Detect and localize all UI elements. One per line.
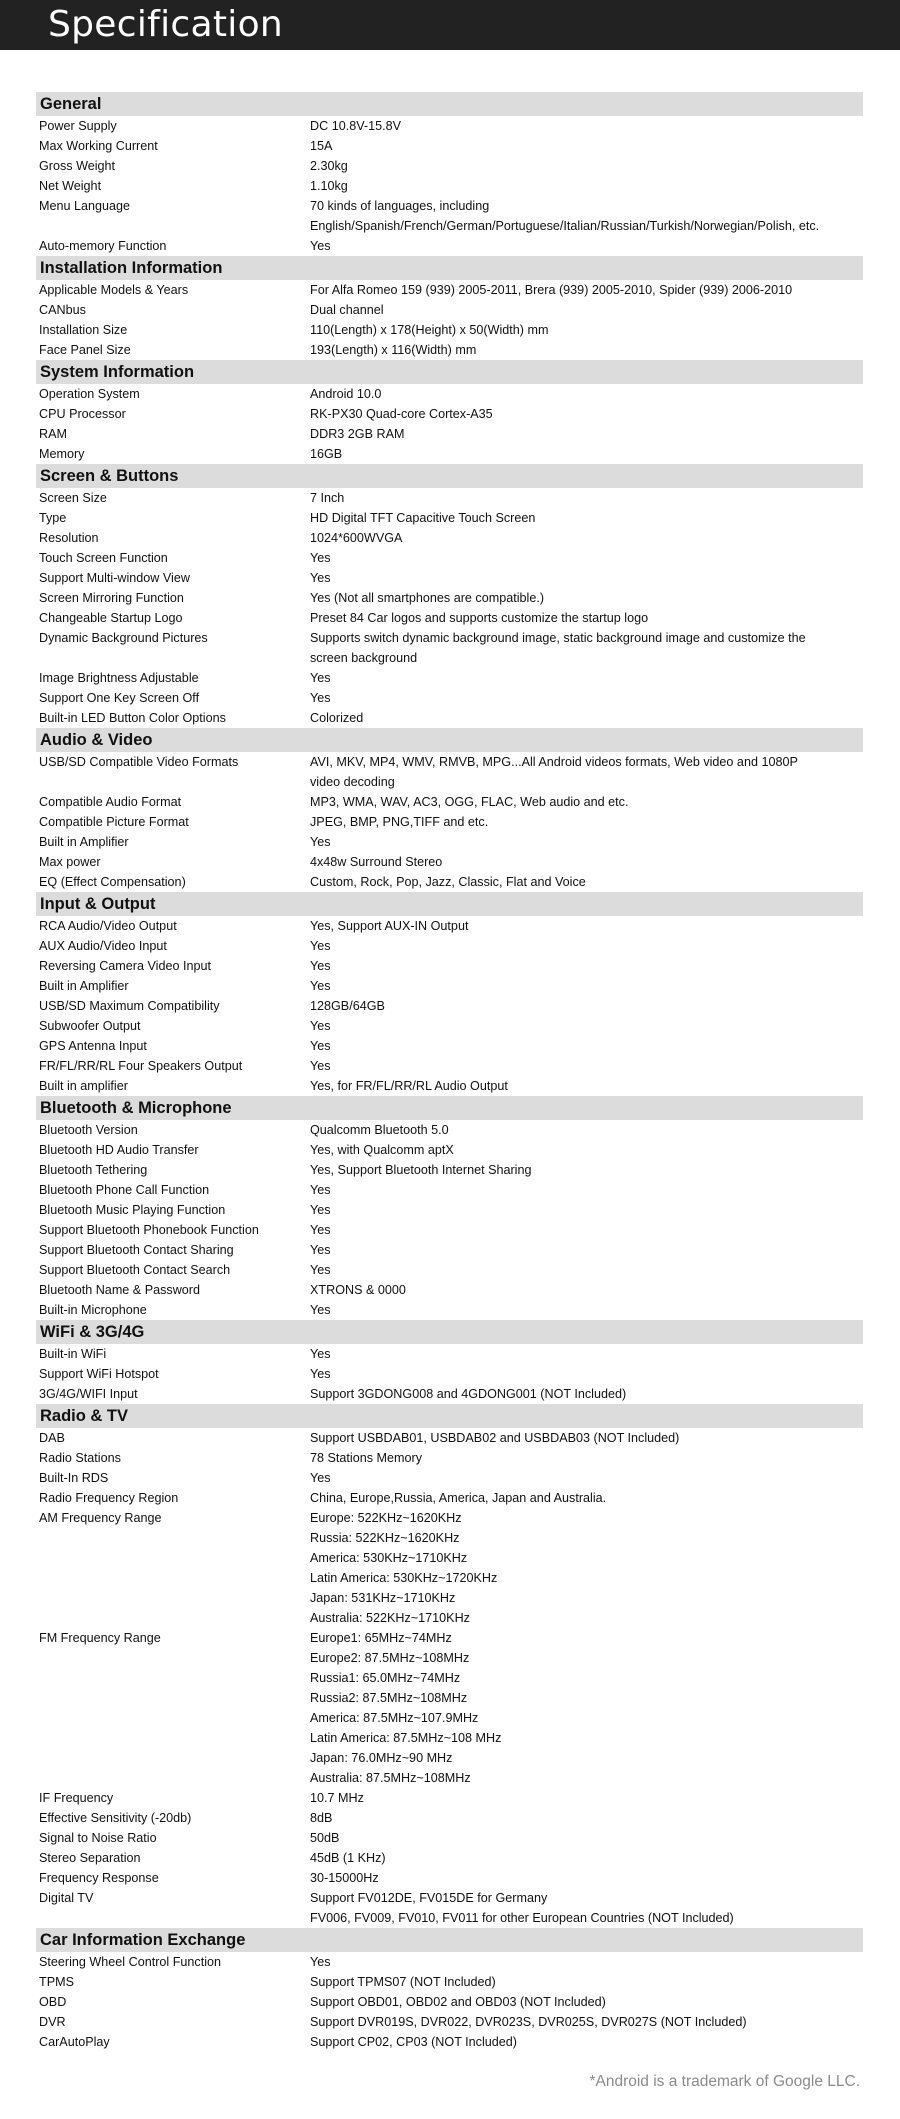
spec-row [36,1300,863,1320]
spec-row [36,116,863,136]
spec-section [36,360,863,464]
spec-row [36,2032,863,2052]
spec-value: For Alfa Romeo 159 (939) 2005-2011, Brera (939) 2005-2010, Spider (939) 2006-2010 [310,283,793,297]
spec-value: Yes [310,1347,331,1361]
spec-value: Yes [310,1243,331,1257]
spec-label: DVR [39,2015,66,2029]
spec-row [36,1428,863,1448]
spec-row [36,1260,863,1280]
spec-label: IF Frequency [39,1791,114,1805]
spec-label: Bluetooth Phone Call Function [39,1183,210,1197]
spec-row [36,916,863,936]
spec-row [36,1468,863,1488]
spec-label: Dynamic Background Pictures [39,631,208,645]
spec-label: Compatible Picture Format [39,815,189,829]
spec-label: CPU Processor [39,407,126,421]
spec-value: Qualcomm Bluetooth 5.0 [310,1123,449,1137]
spec-value: XTRONS & 0000 [310,1283,406,1297]
spec-label: CANbus [39,303,86,317]
spec-label: Built in Amplifier [39,979,129,993]
spec-row [36,1448,863,1468]
spec-row [36,1828,863,1848]
spec-label: RCA Audio/Video Output [39,919,177,933]
spec-label: Power Supply [39,119,117,133]
spec-value: 50dB [310,1831,340,1845]
spec-label: Screen Mirroring Function [39,591,184,605]
trademark-note: *Android is a trademark of Google LLC. [589,2073,860,2090]
spec-row [36,320,863,340]
spec-row [36,340,863,360]
section-title: Bluetooth & Microphone [36,1096,863,1120]
header-bar [0,0,900,50]
spec-value: 10.7 MHz [310,1791,364,1805]
spec-value: Support 3GDONG008 and 4GDONG001 (NOT Included) [310,1387,627,1401]
spec-row [36,1344,863,1364]
spec-row [36,1384,863,1404]
spec-label: Built-in WiFi [39,1347,107,1361]
section-title: Car Information Exchange [36,1928,863,1952]
spec-row [36,1056,863,1076]
spec-row [36,936,863,956]
spec-section [36,1928,863,2052]
spec-label: OBD [39,1995,67,2009]
spec-row [36,852,863,872]
spec-section [36,1320,863,1404]
spec-value: Yes [310,1303,331,1317]
spec-row [36,1788,863,1808]
spec-label: Signal to Noise Ratio [39,1831,157,1845]
spec-row [36,1628,863,1788]
spec-value: 8dB [310,1811,333,1825]
spec-value: 70 kinds of languages, including English/Spanish/French/German/Portuguese/Italian/Russian/Turkish/Norwegian/Polish, etc. [310,199,820,233]
specification-table [36,92,863,2052]
spec-value: Yes [310,1019,331,1033]
spec-value: Colorized [310,711,364,725]
spec-value: 7 Inch [310,491,345,505]
spec-row [36,752,863,792]
spec-value: Europe: 522KHz~1620KHz Russia: 522KHz~1620KHz America: 530KHz~1710KHz Latin America: 530KHz~1720KHz Japan: 531KHz~1710KHz Australia: 522KHz~1710KHz [310,1511,498,1625]
spec-label: Max power [39,855,101,869]
spec-value: 110(Length) x 178(Height) x 50(Width) mm [310,323,549,337]
spec-value: Dual channel [310,303,384,317]
section-title: Installation Information [36,256,863,280]
spec-label: Bluetooth Version [39,1123,138,1137]
spec-value: Yes [310,1955,331,1969]
spec-row [36,568,863,588]
spec-row [36,384,863,404]
section-title: WiFi & 3G/4G [36,1320,863,1344]
spec-label: Touch Screen Function [39,551,168,565]
spec-row [36,548,863,568]
spec-row [36,156,863,176]
spec-label: Reversing Camera Video Input [39,959,211,973]
spec-value: Yes [310,1039,331,1053]
spec-value: 1024*600WVGA [310,531,403,545]
spec-label: Built in Amplifier [39,835,129,849]
spec-label: Stereo Separation [39,1851,141,1865]
spec-label: Support Bluetooth Phonebook Function [39,1223,259,1237]
spec-value: Yes [310,1367,331,1381]
spec-value: 16GB [310,447,343,461]
spec-value: Support CP02, CP03 (NOT Included) [310,2035,517,2049]
spec-row [36,1868,863,1888]
spec-label: Changeable Startup Logo [39,611,183,625]
spec-label: Max Working Current [39,139,158,153]
section-title: Screen & Buttons [36,464,863,488]
section-title: Radio & TV [36,1404,863,1428]
spec-value: Europe1: 65MHz~74MHz Europe2: 87.5MHz~108MHz Russia1: 65.0MHz~74MHz Russia2: 87.5MHz~108MHz America: 87.5MHz~107.9MHz Latin America: 87.5MHz~108 MHz Japan: 76.0MHz~90 MHz Australia: 87.5MHz~108MHz [310,1631,502,1785]
spec-label: Built-In RDS [39,1471,109,1485]
spec-value: Support FV012DE, FV015DE for Germany FV006, FV009, FV010, FV011 for other European Countries (NOT Included) [310,1891,734,1925]
spec-row [36,1488,863,1508]
spec-label: Built-in Microphone [39,1303,147,1317]
spec-label: Net Weight [39,179,102,193]
spec-value: 45dB (1 KHz) [310,1851,386,1865]
spec-row [36,1888,863,1928]
spec-label: Support One Key Screen Off [39,691,200,705]
spec-label: Radio Frequency Region [39,1491,179,1505]
spec-value: Support OBD01, OBD02 and OBD03 (NOT Included) [310,1995,606,2009]
spec-row [36,628,863,668]
spec-row [36,1952,863,1972]
spec-value: HD Digital TFT Capacitive Touch Screen [310,511,536,525]
spec-section [36,256,863,360]
spec-row [36,956,863,976]
spec-label: Built-in LED Button Color Options [39,711,226,725]
spec-value: Support USBDAB01, USBDAB02 and USBDAB03 (NOT Included) [310,1431,680,1445]
spec-value: 15A [310,139,333,153]
spec-row [36,1364,863,1384]
spec-value: Yes [310,939,331,953]
spec-label: EQ (Effect Compensation) [39,875,186,889]
spec-row [36,872,863,892]
spec-label: Radio Stations [39,1451,121,1465]
spec-value: Support TPMS07 (NOT Included) [310,1975,496,1989]
spec-value: Preset 84 Car logos and supports customize the startup logo [310,611,649,625]
spec-label: DAB [39,1431,65,1445]
spec-row [36,1036,863,1056]
spec-row [36,528,863,548]
page-title: Specification [48,4,284,45]
spec-value: China, Europe,Russia, America, Japan and Australia. [310,1491,607,1505]
spec-label: Built in amplifier [39,1079,128,1093]
section-title: System Information [36,360,863,384]
spec-row [36,1808,863,1828]
spec-row [36,1972,863,1992]
spec-row [36,608,863,628]
spec-row [36,300,863,320]
spec-row [36,280,863,300]
spec-label: Memory [39,447,85,461]
spec-value: 193(Length) x 116(Width) mm [310,343,477,357]
spec-label: Gross Weight [39,159,116,173]
spec-value: Yes [310,239,331,253]
spec-label: Menu Language [39,199,131,213]
spec-value: Yes [310,835,331,849]
spec-value: JPEG, BMP, PNG,TIFF and etc. [310,815,489,829]
spec-value: Yes [310,571,331,585]
spec-value: Yes [310,1263,331,1277]
spec-value: Android 10.0 [310,387,382,401]
spec-value: Yes [310,959,331,973]
spec-row [36,1240,863,1260]
spec-section [36,728,863,892]
spec-row [36,1200,863,1220]
spec-row [36,1160,863,1180]
spec-row [36,1992,863,2012]
spec-row [36,996,863,1016]
spec-row [36,424,863,444]
spec-value: DDR3 2GB RAM [310,427,405,441]
spec-section [36,92,863,256]
spec-row [36,136,863,156]
spec-label: FM Frequency Range [39,1631,161,1645]
spec-row [36,176,863,196]
spec-row [36,1508,863,1628]
spec-label: USB/SD Maximum Compatibility [39,999,220,1013]
spec-label: Resolution [39,531,99,545]
spec-label: Screen Size [39,491,107,505]
spec-label: Auto-memory Function [39,239,167,253]
spec-label: Compatible Audio Format [39,795,182,809]
spec-row [36,196,863,236]
spec-value: AVI, MKV, MP4, WMV, RMVB, MPG...All Android videos formats, Web video and 1080P video decoding [310,755,798,789]
spec-value: Yes [310,691,331,705]
spec-label: Digital TV [39,1891,94,1905]
section-title: Audio & Video [36,728,863,752]
spec-row [36,708,863,728]
spec-row [36,792,863,812]
spec-label: Bluetooth HD Audio Transfer [39,1143,199,1157]
spec-row [36,2012,863,2032]
spec-value: Support DVR019S, DVR022, DVR023S, DVR025S, DVR027S (NOT Included) [310,2015,747,2029]
spec-row [36,508,863,528]
spec-label: Bluetooth Music Playing Function [39,1203,226,1217]
spec-value: Yes (Not all smartphones are compatible.) [310,591,545,605]
spec-label: Bluetooth Tethering [39,1163,148,1177]
spec-section [36,1404,863,1928]
spec-value: 30-15000Hz [310,1871,379,1885]
spec-label: Support Bluetooth Contact Sharing [39,1243,234,1257]
spec-value: Yes [310,671,331,685]
spec-label: Type [39,511,67,525]
spec-label: Support Bluetooth Contact Search [39,1263,231,1277]
spec-label: 3G/4G/WIFI Input [39,1387,138,1401]
spec-row [36,236,863,256]
spec-row [36,1220,863,1240]
spec-label: Applicable Models & Years [39,283,189,297]
spec-value: MP3, WMA, WAV, AC3, OGG, FLAC, Web audio and etc. [310,795,629,809]
spec-label: RAM [39,427,67,441]
spec-value: 128GB/64GB [310,999,385,1013]
spec-value: Yes [310,1183,331,1197]
spec-label: Support Multi-window View [39,571,190,585]
spec-row [36,1016,863,1036]
spec-label: Bluetooth Name & Password [39,1283,201,1297]
section-title: Input & Output [36,892,863,916]
spec-label: AUX Audio/Video Input [39,939,167,953]
spec-row [36,404,863,424]
spec-value: Yes [310,1059,331,1073]
spec-row [36,688,863,708]
spec-label: Steering Wheel Control Function [39,1955,222,1969]
spec-label: GPS Antenna Input [39,1039,147,1053]
spec-value: Yes [310,1203,331,1217]
spec-value: 1.10kg [310,179,348,193]
spec-label: AM Frequency Range [39,1511,162,1525]
spec-row [36,1848,863,1868]
spec-section [36,892,863,1096]
spec-value: 4x48w Surround Stereo [310,855,443,869]
spec-label: CarAutoPlay [39,2035,110,2049]
spec-row [36,976,863,996]
spec-label: TPMS [39,1975,74,1989]
spec-label: Effective Sensitivity (-20db) [39,1811,192,1825]
spec-value: Yes [310,551,331,565]
spec-row [36,668,863,688]
spec-row [36,1076,863,1096]
spec-label: Frequency Response [39,1871,159,1885]
spec-row [36,1280,863,1300]
spec-value: Custom, Rock, Pop, Jazz, Classic, Flat and Voice [310,875,586,889]
spec-row [36,588,863,608]
section-title: General [36,92,863,116]
spec-value: Supports switch dynamic background image, static background image and customize the screen background [310,631,806,665]
spec-value: Yes [310,979,331,993]
spec-label: Operation System [39,387,140,401]
spec-row [36,812,863,832]
spec-value: 78 Stations Memory [310,1451,422,1465]
spec-value: Yes [310,1223,331,1237]
spec-label: USB/SD Compatible Video Formats [39,755,239,769]
spec-value: Yes [310,1471,331,1485]
spec-label: Subwoofer Output [39,1019,141,1033]
spec-section [36,464,863,728]
spec-row [36,832,863,852]
spec-label: Face Panel Size [39,343,131,357]
spec-row [36,1120,863,1140]
spec-value: Yes, for FR/FL/RR/RL Audio Output [310,1079,508,1093]
spec-label: Installation Size [39,323,128,337]
spec-row [36,1140,863,1160]
spec-value: Yes, Support AUX-IN Output [310,919,469,933]
spec-value: Yes, Support Bluetooth Internet Sharing [310,1163,532,1177]
spec-label: Image Brightness Adjustable [39,671,199,685]
spec-value: RK-PX30 Quad-core Cortex-A35 [310,407,493,421]
spec-value: 2.30kg [310,159,348,173]
spec-value: Yes, with Qualcomm aptX [310,1143,454,1157]
spec-row [36,488,863,508]
spec-row [36,1180,863,1200]
spec-section [36,1096,863,1320]
spec-row [36,444,863,464]
spec-label: FR/FL/RR/RL Four Speakers Output [39,1059,243,1073]
spec-label: Support WiFi Hotspot [39,1367,159,1381]
spec-value: DC 10.8V-15.8V [310,119,402,133]
